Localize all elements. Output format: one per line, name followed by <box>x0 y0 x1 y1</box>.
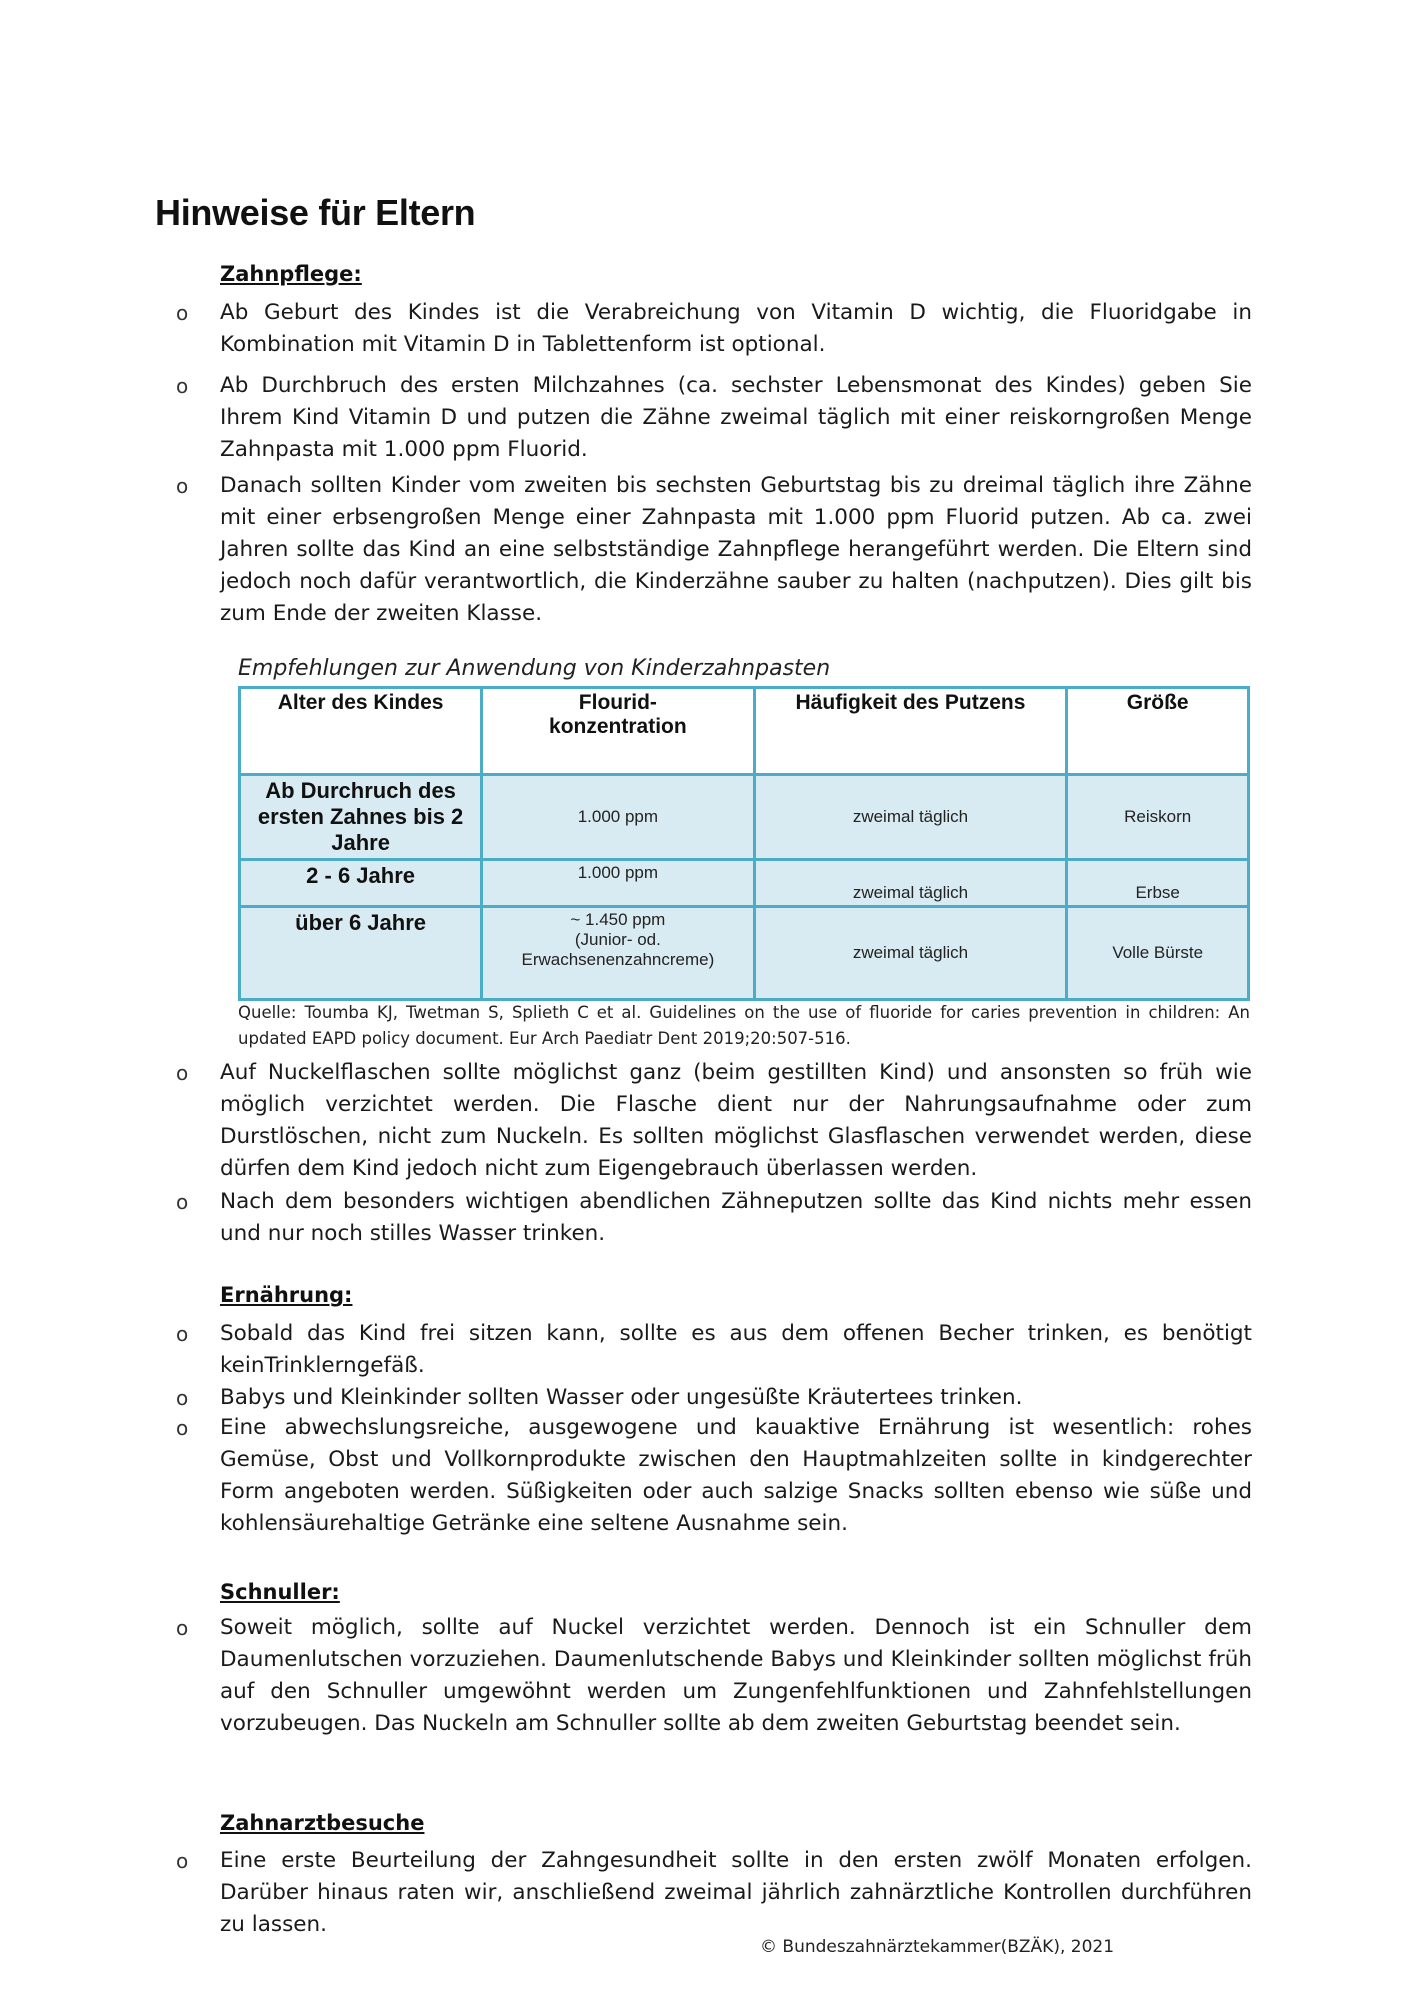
toothpaste-recommendation-table <box>238 686 1250 1001</box>
table-header-row <box>240 688 1249 775</box>
list-item: Danach sollten Kinder vom zweiten bis sechsten Geburtstag bis zu dreimal täglich ihre Zähne mit einer erbsengroßen Menge einer Zahnpasta mit 1.000 ppm Fluorid putzen. Ab ca. zwei Jahren sollte das Kind an eine selbstständige Zahnpflege herangeführt werden. Die Eltern sind jedoch noch dafür verantwortlich, die Kinderzähne sauber zu halten (nachputzen). Dies gilt bis zum Ende der zweiten Klasse. <box>220 473 1252 626</box>
list-bullet: o <box>176 374 189 398</box>
table-cell: zweimal täglich <box>754 907 1067 1000</box>
column-header: Größe <box>1067 688 1249 775</box>
column-header: Häufigkeit des Putzens <box>754 688 1067 775</box>
list-bullet: o <box>176 1190 189 1214</box>
table-source: Quelle: Toumba KJ, Twetman S, Splieth C et al. Guidelines on the use of fluoride for caries prevention in children: An updated EAPD policy document. Eur Arch Paediatr Dent 2019;20:507-516. <box>238 1003 1250 1048</box>
table-cell: zweimal täglich <box>754 860 1067 907</box>
table-cell: zweimal täglich <box>754 775 1067 860</box>
section-heading-zahnarztbesuche: Zahnarztbesuche <box>220 1811 425 1835</box>
list-item: Nach dem besonders wichtigen abendlichen Zähneputzen sollte das Kind nichts mehr essen und nur noch stilles Wasser trinken. <box>220 1189 1252 1246</box>
list-item: Eine abwechslungsreiche, ausgewogene und kauaktive Ernährung ist wesentlich: rohes Gemüse, Obst und Vollkornprodukte zwischen den Hauptmahlzeiten sollte in kindgerechter Form angeboten werden. Süßigkeiten oder auch salzige Snacks sollten ebenso wie süße und kohlensäurehaltige Getränke eine seltene Ausnahme sein. <box>220 1415 1252 1536</box>
table-cell: Ab Durchruch des ersten Zahnes bis 2 Jahre <box>240 775 482 860</box>
list-item: Sobald das Kind frei sitzen kann, sollte es aus dem offenen Becher trinken, es benötigt keinTrinklerngefäß. <box>220 1321 1252 1378</box>
list-bullet: o <box>176 1416 189 1440</box>
list-bullet: o <box>176 1061 189 1085</box>
table-cell: 2 - 6 Jahre <box>240 860 482 907</box>
table-cell: Reiskorn <box>1067 775 1249 860</box>
table-row <box>240 860 1249 907</box>
table-cell: Volle Bürste <box>1067 907 1249 1000</box>
list-bullet: o <box>176 1616 189 1640</box>
table-cell: Erbse <box>1067 860 1249 907</box>
section-heading-schnuller: Schnuller: <box>220 1580 340 1604</box>
list-item: Ab Geburt des Kindes ist die Verabreichung von Vitamin D wichtig, die Fluoridgabe in Kombination mit Vitamin D in Tablettenform ist optional. <box>220 300 1252 357</box>
table-cell: 1.000 ppm <box>482 775 754 860</box>
list-item: Ab Durchbruch des ersten Milchzahnes (ca. sechster Lebensmonat des Kindes) geben Sie Ihrem Kind Vitamin D und putzen die Zähne zweimal täglich mit einer reiskorngroßen Menge Zahnpasta mit 1.000 ppm Fluorid. <box>220 373 1252 462</box>
table-caption: Empfehlungen zur Anwendung von Kinderzahnpasten <box>238 656 831 681</box>
table-row <box>240 775 1249 860</box>
list-bullet: o <box>176 301 189 325</box>
list-bullet: o <box>176 1849 189 1873</box>
list-bullet: o <box>176 1322 189 1346</box>
page-title: Hinweise für Eltern <box>155 192 476 233</box>
column-header: Alter des Kindes <box>240 688 482 775</box>
copyright-footer: © Bundeszahnärztekammer(BZÄK), 2021 <box>760 1937 1115 1957</box>
table-cell: 1.000 ppm <box>482 860 754 907</box>
list-item: Eine erste Beurteilung der Zahngesundheit sollte in den ersten zwölf Monaten erfolgen. Darüber hinaus raten wir, anschließend zweimal jährlich zahnärztliche Kontrollen durchführen zu lassen. <box>220 1848 1252 1937</box>
section-heading-ernaehrung: Ernährung: <box>220 1283 353 1307</box>
table-row <box>240 907 1249 1000</box>
list-bullet: o <box>176 1386 189 1410</box>
list-item: Auf Nuckelflaschen sollte möglichst ganz (beim gestillten Kind) und ansonsten so früh wie möglich verzichtet werden. Die Flasche dient nur der Nahrungsaufnahme oder zum Durstlöschen, nicht zum Nuckeln. Es sollten möglichst Glasflaschen verwendet werden, diese dürfen dem Kind jedoch nicht zum Eigengebrauch überlassen werden. <box>220 1060 1252 1181</box>
table-cell: über 6 Jahre <box>240 907 482 1000</box>
list-item: Soweit möglich, sollte auf Nuckel verzichtet werden. Dennoch ist ein Schnuller dem Daumenlutschen vorzuziehen. Daumenlutschende Babys und Kleinkinder sollten möglichst früh auf den Schnuller umgewöhnt werden um Zungenfehlfunktionen und Zahnfehlstellungen vorzubeugen. Das Nuckeln am Schnuller sollte ab dem zweiten Geburtstag beendet sein. <box>220 1615 1252 1736</box>
list-item: Babys und Kleinkinder sollten Wasser oder ungesüßte Kräutertees trinken. <box>220 1385 1023 1410</box>
list-bullet: o <box>176 474 189 498</box>
table-cell: ~ 1.450 ppm (Junior- od. Erwachsenenzahncreme) <box>482 907 754 1000</box>
column-header: Flourid- konzentration <box>482 688 754 775</box>
section-heading-zahnpflege: Zahnpflege: <box>220 262 362 286</box>
